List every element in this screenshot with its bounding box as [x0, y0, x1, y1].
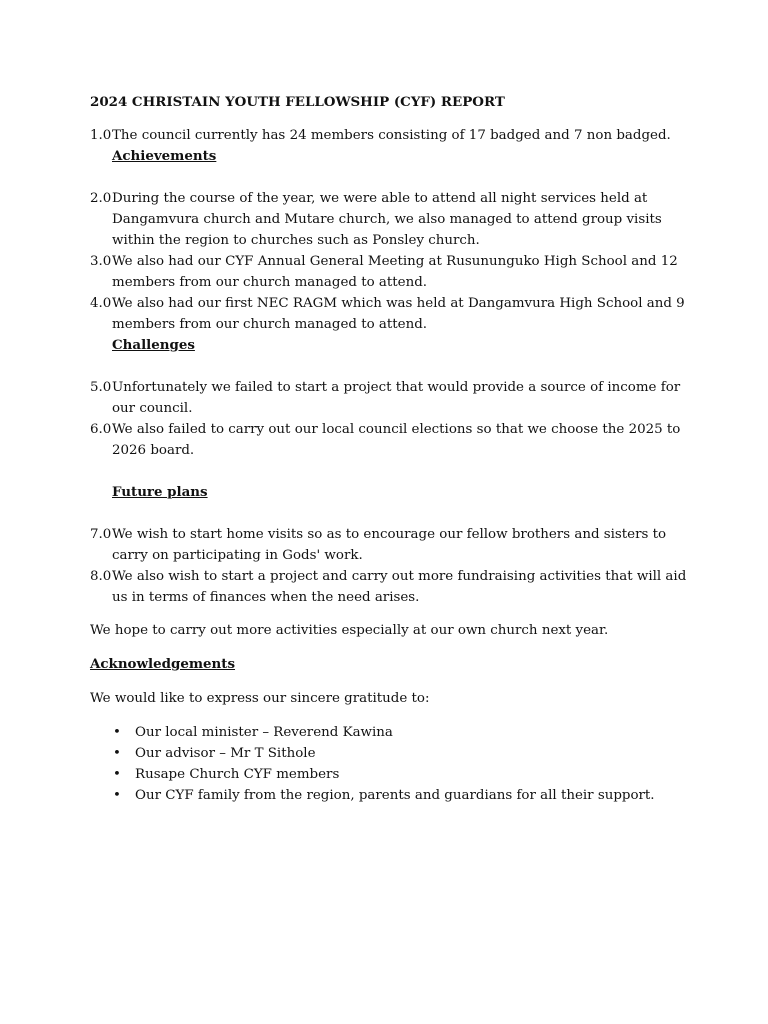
list-item [90, 251, 690, 293]
gratitude-list [90, 722, 690, 806]
gratitude-intro: We would like to express our sincere gratitude to: [90, 691, 430, 706]
report-title: 2024 CHRISTAIN YOUTH FELLOWSHIP (CYF) REPORT [90, 94, 505, 110]
report-body [90, 92, 690, 806]
list-item [90, 419, 690, 461]
item-number: 5.0 [90, 380, 112, 395]
item-text: During the course of the year, we were able to attend all night services held at Dangamvura church and Mutare church, we also managed to attend group visits within the region to churches such as Ponsley church. [112, 191, 662, 248]
bullet-icon: • [113, 725, 121, 740]
item-number: 3.0 [90, 254, 112, 269]
heading-challenges: Challenges [112, 337, 195, 353]
item-number: 7.0 [90, 527, 112, 542]
item-text: The council currently has 24 members consisting of 17 badged and 7 non badged. [112, 128, 671, 143]
item-text: Unfortunately we failed to start a project that would provide a source of income for our council. [112, 380, 681, 416]
bullet-icon: • [113, 746, 121, 761]
heading-achievements: Achievements [112, 148, 217, 164]
list-item [90, 785, 690, 806]
item-number: 8.0 [90, 569, 112, 584]
bullet-icon: • [113, 788, 121, 803]
list-item [90, 293, 690, 335]
list-item [90, 188, 690, 251]
gratitude-entry: Our CYF family from the region, parents and guardians for all their support. [135, 788, 655, 803]
item-text: We also had our CYF Annual General Meeting at Rusununguko High School and 12 members from our church managed to attend. [112, 254, 678, 290]
list-item [90, 524, 690, 566]
list-item [90, 566, 690, 608]
gratitude-entry: Our advisor – Mr T Sithole [135, 746, 316, 761]
item-number: 1.0 [90, 128, 112, 143]
list-item [90, 722, 690, 743]
item-number: 2.0 [90, 191, 112, 206]
item-text: We also wish to start a project and carry out more fundraising activities that will aid us in terms of finances when the need arises. [112, 569, 687, 605]
heading-acknowledgements: Acknowledgements [90, 656, 236, 672]
bullet-icon: • [113, 767, 121, 782]
list-item [90, 743, 690, 764]
closing-paragraph: We hope to carry out more activities especially at our own church next year. [90, 623, 609, 638]
item-text: We also failed to carry out our local council elections so that we choose the 2025 to 2026 board. [112, 422, 681, 458]
gratitude-entry: Our local minister – Reverend Kawina [135, 725, 393, 740]
item-text: We also had our first NEC RAGM which was held at Dangamvura High School and 9 members from our church managed to attend. [112, 296, 685, 332]
list-item [90, 377, 690, 419]
list-item [90, 125, 690, 146]
list-item [90, 764, 690, 785]
item-number: 4.0 [90, 296, 112, 311]
item-number: 6.0 [90, 422, 112, 437]
heading-future-plans: Future plans [112, 484, 208, 500]
item-text: We wish to start home visits so as to encourage our fellow brothers and sisters to carry on participating in Gods' work. [112, 527, 667, 563]
gratitude-entry: Rusape Church CYF members [135, 767, 340, 782]
